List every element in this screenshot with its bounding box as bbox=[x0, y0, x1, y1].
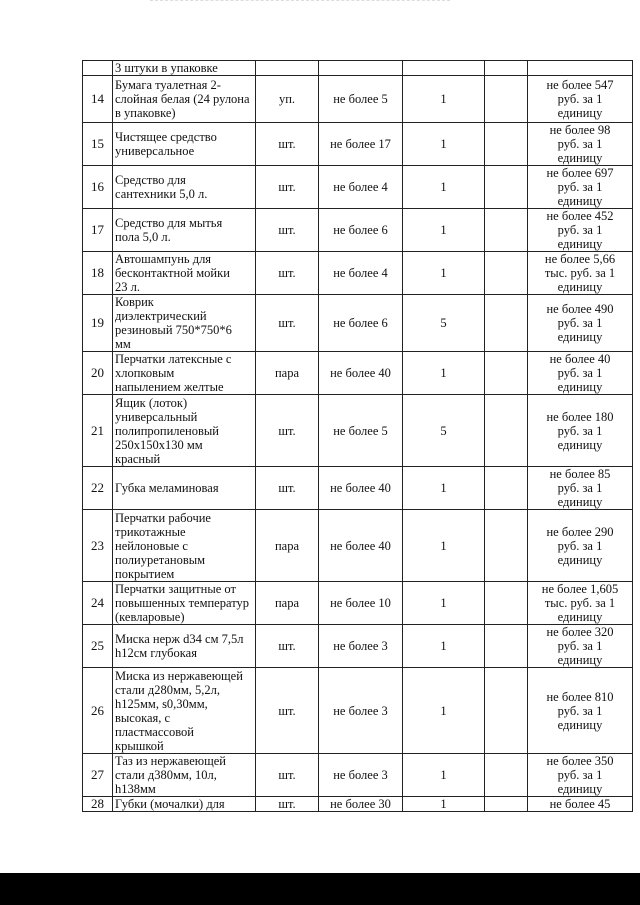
item-name-cell bbox=[113, 510, 256, 582]
cell-line: единицу bbox=[557, 280, 603, 294]
unit-cell: пара bbox=[256, 510, 319, 582]
unit-cell: шт. bbox=[256, 395, 319, 467]
cell-line: руб. за 1 bbox=[557, 639, 603, 653]
price-cell bbox=[528, 252, 633, 295]
quantity-cell: не более 3 bbox=[319, 668, 403, 754]
cell-line: единицу bbox=[557, 653, 603, 667]
price-cell bbox=[528, 123, 633, 166]
empty-cell bbox=[485, 625, 528, 668]
unit-cell: уп. bbox=[256, 76, 319, 123]
cell-line: (кевларовые) bbox=[115, 610, 185, 624]
empty-cell bbox=[485, 467, 528, 510]
cell-line: полиуретановым bbox=[115, 552, 206, 567]
cell-line: руб. за 1 bbox=[557, 180, 603, 194]
table-row bbox=[83, 582, 633, 625]
empty-cell bbox=[485, 166, 528, 209]
empty-cell bbox=[485, 76, 528, 123]
cell-line: руб. за 1 bbox=[557, 366, 603, 380]
cell-line: крышкой bbox=[115, 738, 164, 753]
cell-line: сантехники 5,0 л. bbox=[115, 187, 208, 201]
price-cell bbox=[528, 76, 633, 123]
row-number-cell: 16 bbox=[83, 166, 113, 209]
table-row bbox=[83, 797, 633, 812]
table-row bbox=[83, 510, 633, 582]
empty-cell bbox=[485, 668, 528, 754]
item-name-cell bbox=[113, 754, 256, 797]
cell-line: не более 45 bbox=[549, 797, 611, 811]
price-cell bbox=[528, 797, 633, 812]
empty-cell bbox=[485, 754, 528, 797]
cell-line: не более 452 bbox=[546, 209, 614, 223]
count-cell: 1 bbox=[403, 510, 485, 582]
table-row bbox=[83, 352, 633, 395]
cell-line: хлопковым bbox=[115, 366, 175, 380]
count-cell: 5 bbox=[403, 295, 485, 352]
item-name-cell bbox=[113, 625, 256, 668]
cell-line: Губка меламиновая bbox=[115, 481, 219, 495]
price-cell bbox=[528, 166, 633, 209]
row-number-cell: 22 bbox=[83, 467, 113, 510]
cell-line: единицу bbox=[557, 194, 603, 208]
procurement-table bbox=[82, 60, 633, 812]
empty-cell bbox=[485, 510, 528, 582]
item-name-cell bbox=[113, 252, 256, 295]
cell-line: диэлектрический bbox=[115, 309, 207, 323]
cell-line: руб. за 1 bbox=[557, 137, 603, 151]
unit-cell bbox=[256, 61, 319, 76]
item-name-cell bbox=[113, 295, 256, 352]
row-number-cell: 25 bbox=[83, 625, 113, 668]
unit-cell: шт. bbox=[256, 209, 319, 252]
table-row bbox=[83, 754, 633, 797]
cell-line: тыс. руб. за 1 bbox=[544, 266, 616, 280]
cell-line: не более 1,605 bbox=[541, 582, 619, 596]
quantity-cell: не более 3 bbox=[319, 754, 403, 797]
count-cell: 1 bbox=[403, 252, 485, 295]
cell-line: единицу bbox=[557, 495, 603, 509]
cell-line: единицу bbox=[557, 717, 603, 732]
table-row bbox=[83, 668, 633, 754]
quantity-cell: не более 40 bbox=[319, 467, 403, 510]
cell-line: руб. за 1 bbox=[557, 481, 603, 495]
unit-cell: шт. bbox=[256, 797, 319, 812]
quantity-cell: не более 17 bbox=[319, 123, 403, 166]
unit-cell: шт. bbox=[256, 625, 319, 668]
cell-line: полипропиленовый bbox=[115, 423, 219, 438]
cell-line: 250х150х130 мм bbox=[115, 437, 203, 452]
unit-cell: шт. bbox=[256, 166, 319, 209]
cell-line: Коврик bbox=[115, 295, 154, 309]
item-name-cell bbox=[113, 61, 256, 76]
cell-line: Перчатки рабочие bbox=[115, 510, 211, 525]
cell-line: не более 180 bbox=[546, 409, 614, 424]
cell-line: единицу bbox=[557, 106, 603, 120]
count-cell: 1 bbox=[403, 352, 485, 395]
table-row bbox=[83, 625, 633, 668]
quantity-cell: не более 4 bbox=[319, 252, 403, 295]
empty-cell bbox=[485, 582, 528, 625]
table-row bbox=[83, 295, 633, 352]
cell-line: Таз из нержавеющей bbox=[115, 754, 226, 768]
cell-line: h138мм bbox=[115, 782, 156, 796]
cell-line: резиновый 750*750*6 bbox=[115, 323, 232, 337]
item-name-cell bbox=[113, 76, 256, 123]
cell-line: высокая, с bbox=[115, 710, 171, 725]
cell-line: единицу bbox=[557, 782, 603, 796]
cell-line: Перчатки защитные от bbox=[115, 582, 236, 596]
table-row bbox=[83, 76, 633, 123]
table-row bbox=[83, 467, 633, 510]
cell-line: единицу bbox=[557, 237, 603, 251]
count-cell: 1 bbox=[403, 166, 485, 209]
row-number-cell: 28 bbox=[83, 797, 113, 812]
cell-line: не более 490 bbox=[546, 302, 614, 316]
cell-line: руб. за 1 bbox=[557, 768, 603, 782]
count-cell: 1 bbox=[403, 668, 485, 754]
row-number-cell: 18 bbox=[83, 252, 113, 295]
cell-line: не более 85 bbox=[549, 467, 611, 481]
cell-line: нейлоновые с bbox=[115, 538, 188, 553]
count-cell: 1 bbox=[403, 625, 485, 668]
cell-line: Губки (мочалки) для bbox=[115, 797, 225, 811]
item-name-cell bbox=[113, 166, 256, 209]
cell-line: h12см глубокая bbox=[115, 646, 197, 660]
count-cell bbox=[403, 61, 485, 76]
table-row bbox=[83, 61, 633, 76]
cell-line: единицу bbox=[557, 151, 603, 165]
empty-cell bbox=[485, 61, 528, 76]
price-cell bbox=[528, 352, 633, 395]
quantity-cell: не более 10 bbox=[319, 582, 403, 625]
cell-line: универсальный bbox=[115, 409, 198, 424]
unit-cell: шт. bbox=[256, 295, 319, 352]
cell-line: Чистящее средство bbox=[115, 130, 217, 144]
cell-line: не более 697 bbox=[546, 166, 614, 180]
quantity-cell bbox=[319, 61, 403, 76]
cell-line: красный bbox=[115, 451, 161, 466]
cell-line: руб. за 1 bbox=[557, 316, 603, 330]
row-number-cell: 24 bbox=[83, 582, 113, 625]
table-row bbox=[83, 395, 633, 467]
cell-line: руб. за 1 bbox=[557, 703, 603, 718]
cell-line: Бумага туалетная 2- bbox=[115, 78, 221, 92]
cell-line: тыс. руб. за 1 bbox=[544, 596, 616, 610]
empty-cell bbox=[485, 352, 528, 395]
cell-line: единицу bbox=[557, 437, 603, 452]
table-row bbox=[83, 123, 633, 166]
quantity-cell: не более 5 bbox=[319, 395, 403, 467]
quantity-cell: не более 40 bbox=[319, 510, 403, 582]
unit-cell: шт. bbox=[256, 754, 319, 797]
cell-line: трикотажные bbox=[115, 524, 186, 539]
cell-line: стали д280мм, 5,2л, bbox=[115, 682, 221, 697]
table-row bbox=[83, 209, 633, 252]
unit-cell: шт. bbox=[256, 668, 319, 754]
quantity-cell: не более 3 bbox=[319, 625, 403, 668]
cell-line: напылением желтые bbox=[115, 380, 224, 394]
row-number-cell: 26 bbox=[83, 668, 113, 754]
cell-line: не более 98 bbox=[549, 123, 611, 137]
quantity-cell: не более 5 bbox=[319, 76, 403, 123]
price-cell bbox=[528, 510, 633, 582]
cell-line: не более 320 bbox=[546, 625, 614, 639]
unit-cell: пара bbox=[256, 582, 319, 625]
unit-cell: шт. bbox=[256, 252, 319, 295]
price-cell bbox=[528, 395, 633, 467]
price-cell bbox=[528, 668, 633, 754]
quantity-cell: не более 4 bbox=[319, 166, 403, 209]
cell-line: Миска из нержавеющей bbox=[115, 668, 243, 683]
price-cell bbox=[528, 61, 633, 76]
item-name-cell bbox=[113, 467, 256, 510]
price-cell bbox=[528, 625, 633, 668]
empty-cell bbox=[485, 252, 528, 295]
cell-line: Перчатки латексные с bbox=[115, 352, 232, 366]
cell-line: слойная белая (24 рулона bbox=[115, 92, 250, 106]
cell-line: руб. за 1 bbox=[557, 423, 603, 438]
cell-line: Миска нерж d34 см 7,5л bbox=[115, 632, 244, 646]
cell-line: Автошампунь для bbox=[115, 252, 212, 266]
count-cell: 1 bbox=[403, 209, 485, 252]
unit-cell: шт. bbox=[256, 123, 319, 166]
cell-line: не более 547 bbox=[546, 78, 614, 92]
cell-line: единицу bbox=[557, 330, 603, 344]
empty-cell bbox=[485, 209, 528, 252]
cell-line: в упаковке) bbox=[115, 106, 176, 120]
cell-line: пластмассовой bbox=[115, 724, 194, 739]
item-name-cell bbox=[113, 582, 256, 625]
quantity-cell: не более 6 bbox=[319, 209, 403, 252]
table-row bbox=[83, 252, 633, 295]
cell-line: 3 штуки в упаковке bbox=[115, 61, 218, 75]
cell-line: Ящик (лоток) bbox=[115, 395, 188, 410]
item-name-cell bbox=[113, 123, 256, 166]
count-cell: 1 bbox=[403, 582, 485, 625]
cell-line: не более 5,66 bbox=[544, 252, 616, 266]
row-number-cell: 19 bbox=[83, 295, 113, 352]
cell-line: не более 40 bbox=[549, 352, 611, 366]
empty-cell bbox=[485, 123, 528, 166]
empty-cell bbox=[485, 395, 528, 467]
cell-line: руб. за 1 bbox=[557, 538, 603, 553]
cell-line: Средство для мытья bbox=[115, 216, 223, 230]
cell-line: не более 810 bbox=[546, 689, 614, 704]
cell-line: бесконтактной мойки bbox=[115, 266, 230, 280]
cell-line: единицу bbox=[557, 552, 603, 567]
quantity-cell: не более 40 bbox=[319, 352, 403, 395]
item-name-cell bbox=[113, 668, 256, 754]
unit-cell: пара bbox=[256, 352, 319, 395]
cell-line: руб. за 1 bbox=[557, 223, 603, 237]
quantity-cell: не более 30 bbox=[319, 797, 403, 812]
item-name-cell bbox=[113, 352, 256, 395]
cell-line: не более 350 bbox=[546, 754, 614, 768]
cell-line: Средство для bbox=[115, 173, 186, 187]
count-cell: 1 bbox=[403, 76, 485, 123]
quantity-cell: не более 6 bbox=[319, 295, 403, 352]
count-cell: 5 bbox=[403, 395, 485, 467]
row-number-cell: 14 bbox=[83, 76, 113, 123]
row-number-cell: 17 bbox=[83, 209, 113, 252]
row-number-cell: 23 bbox=[83, 510, 113, 582]
row-number-cell: 15 bbox=[83, 123, 113, 166]
cell-line: покрытием bbox=[115, 566, 175, 581]
cell-line: универсальное bbox=[115, 144, 195, 158]
unit-cell: шт. bbox=[256, 467, 319, 510]
row-number-cell: 20 bbox=[83, 352, 113, 395]
count-cell: 1 bbox=[403, 123, 485, 166]
scan-edge-artifact bbox=[150, 0, 450, 5]
item-name-cell bbox=[113, 209, 256, 252]
count-cell: 1 bbox=[403, 754, 485, 797]
item-name-cell bbox=[113, 395, 256, 467]
price-cell bbox=[528, 582, 633, 625]
cell-line: пола 5,0 л. bbox=[115, 230, 171, 244]
row-number-cell: 21 bbox=[83, 395, 113, 467]
cell-line: h125мм, s0,30мм, bbox=[115, 696, 208, 711]
cell-line: стали д380мм, 10л, bbox=[115, 768, 217, 782]
item-name-cell bbox=[113, 797, 256, 812]
cell-line: 23 л. bbox=[115, 280, 140, 294]
price-cell bbox=[528, 467, 633, 510]
table-row bbox=[83, 166, 633, 209]
scan-bottom-bar bbox=[0, 873, 640, 905]
row-number-cell bbox=[83, 61, 113, 76]
cell-line: не более 290 bbox=[546, 524, 614, 539]
cell-line: единицу bbox=[557, 610, 603, 624]
price-cell bbox=[528, 754, 633, 797]
price-cell bbox=[528, 209, 633, 252]
empty-cell bbox=[485, 295, 528, 352]
empty-cell bbox=[485, 797, 528, 812]
price-cell bbox=[528, 295, 633, 352]
cell-line: руб. за 1 bbox=[557, 92, 603, 106]
cell-line: повышенных температур bbox=[115, 596, 249, 610]
row-number-cell: 27 bbox=[83, 754, 113, 797]
cell-line: мм bbox=[115, 337, 131, 351]
count-cell: 1 bbox=[403, 797, 485, 812]
cell-line: единицу bbox=[557, 380, 603, 394]
count-cell: 1 bbox=[403, 467, 485, 510]
